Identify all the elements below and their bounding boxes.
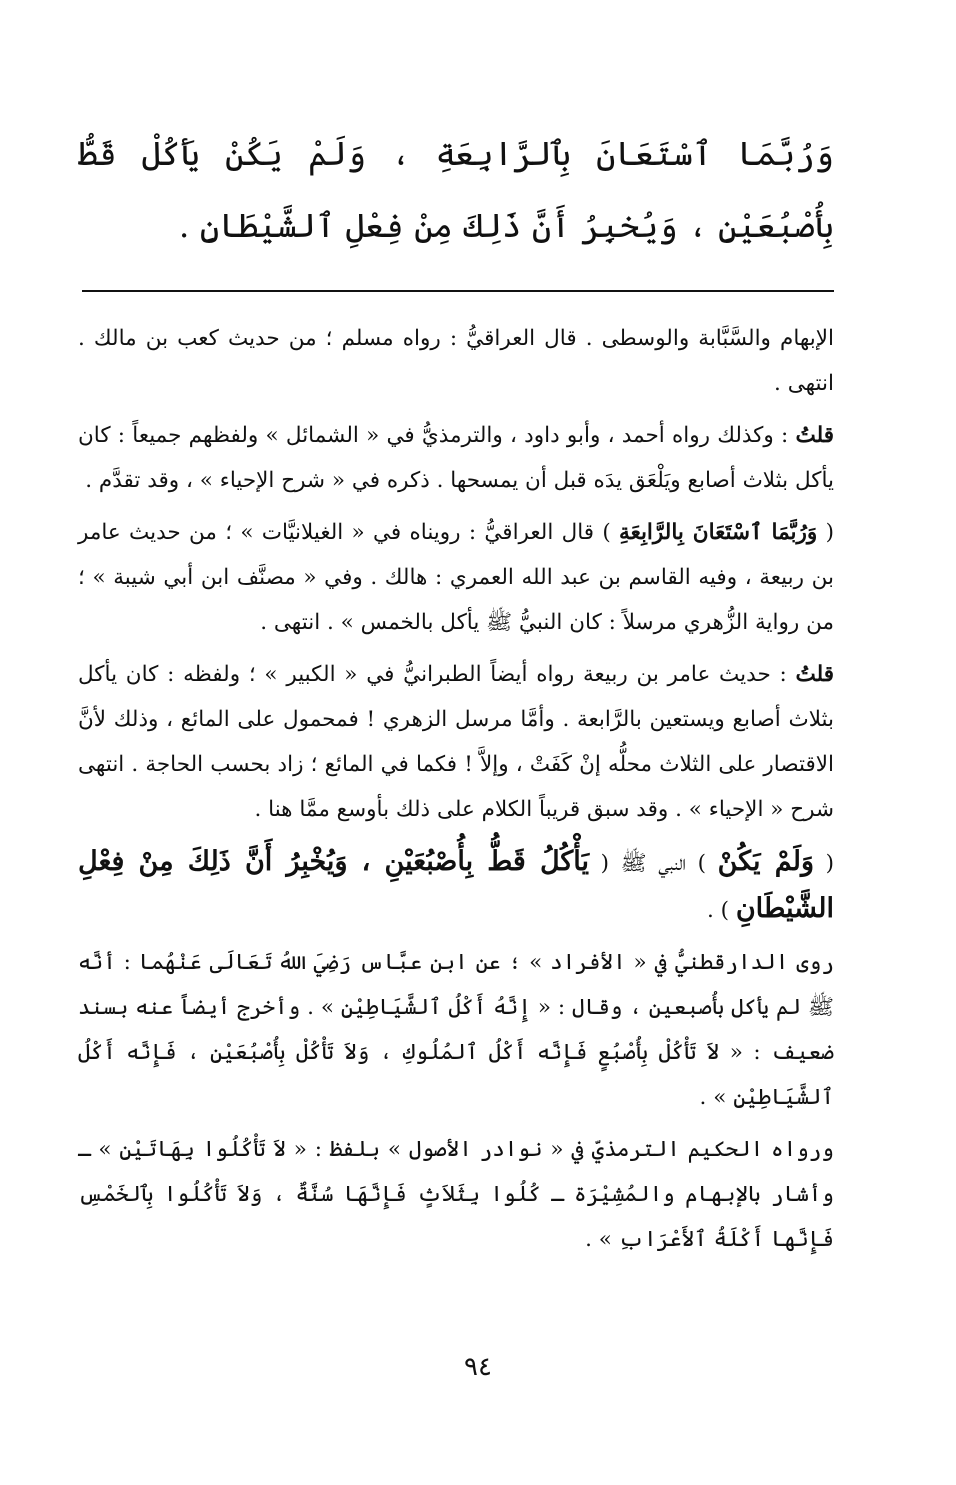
paragraph-text: ) قال العراقيُّ : رويناه في « الغيلانيَّات » ؛ من حديث عامر بن ربيعة ، وفيه القاسم بن عبد الله العمري : هالك . وفي « مصنَّف ابن أبي شيبة » ؛ من رواية الزُّهري مرسلاً : كان النبيُّ ﷺ يأكل بالخمس » . انتهى .	[78, 520, 834, 635]
paragraph-text: ) النبي ﷺ (	[589, 851, 718, 876]
commentary-paragraph-7: ورواه الحكيم الترمذيّ في « نوادر الأصول » بلفظ : « لاَ تَأْكُلُوا بِهَاتَيْنِ » ـ وأشار بالإبهام والمُشِيْرَة ـ كُلُوا بِثَلاَثٍ فَإِنَّهَا سُنَّةٌ ، وَلاَ تَأْكُلُوا بِٱلخَمْسِ فَإِنَّها أَكْلَةُ ٱلأَعْرَابِ » .	[78, 1137, 834, 1252]
page-body	[78, 118, 834, 1266]
commentary	[78, 316, 834, 1262]
commentary-paragraph-3	[78, 510, 834, 645]
commentary-paragraph-1: الإبهام والسَّبَّابة والوسطى . قال العراقيُّ : رواه مسلم ؛ من حديث كعب بن مالك . انتهى .	[78, 326, 834, 396]
commentary-paragraph-6: روى الدارقطنيُّ في « الأفراد » ؛ عن ابن عبَّاس رَضِيَ اللهُ تَعَالَى عَنْهُما : أنَّه ﷺ لم يأكل بأُصبعين ، وقال : « إِنَّهُ أَكْلُ ٱلشَّيَاطِيْنِ » . وأخرج أيضاً عنه بسند ضعيف : « لاَ تَأْكُلْ بِأُصْبُعٍ فَإِنَّه أَكْلُ ٱلمُلُوكِ ، وَلاَ تَأْكُلْ بِأُصْبُعَيْنِ ، فَإِنَّه أَكْلُ ٱلشَّيَاطِيْنِ » .	[78, 950, 834, 1110]
matn-quote: وَلَمْ يَكُنْ	[717, 846, 814, 877]
qultu-lead: قلتُ	[795, 423, 834, 448]
footnote-divider	[82, 290, 834, 292]
matn-quote: وَرُبَّمَا ٱسْتَعَانَ بِالرَّابِعَةِ	[619, 520, 818, 545]
commentary-paragraph-4	[78, 652, 834, 832]
paragraph-text: : وكذلك رواه أحمد ، وأبو داود ، والترمذيُّ في « الشمائل » ولفظهم جميعاً : كان يأكل بثلاث أصابع ويَلْعَق يدَه قبل أن يمسحها . ذكره في « شرح الإحياء » ، وقد تقدَّم .	[78, 423, 834, 493]
open-paren: (	[814, 851, 835, 876]
commentary-paragraph-2	[78, 413, 834, 503]
page-number: ٩٤	[464, 1352, 492, 1382]
paragraph-text: : حديث عامر بن ربيعة رواه أيضاً الطبرانيُّ في « الكبير » ؛ ولفظه : كان يأكل بثلاث أصابع ويستعين بالرَّابعة . وأمَّا مرسل الزهري ! فمحمول على المائع ، وذلك لأنَّ الاقتصار على الثلاث محلُّه إنْ كَفَتْ ، وإلاَّ ! فكما في المائع ؛ زاد بحسب الحاجة . انتهى شرح « الإحياء » . وقد سبق قريباً الكلام على ذلك بأوسع ممَّا هنا .	[78, 662, 834, 822]
main-text: وَرُبَّمَا ٱسْتَعَانَ بِٱلرَّابِعَةِ ، وَلَمْ يَكُنْ يَأكُلْ قَطُّ بِأُصْبُعَيْنِ ، وَيُخبِرُ أَنَّ ذَلِكَ مِنْ فِعْلِ ٱلشَّيْطَانِ .	[78, 134, 834, 245]
close-paren: ) .	[706, 898, 736, 923]
matn-quote: يَأْكُلُ قَطُّ بِأُصْبُعَيْنِ ، وَيُخْبِرُ أَنَّ ذَلِكَ مِنْ فِعْلِ الشَّيْطَانِ	[78, 846, 834, 924]
commentary-paragraph-5	[78, 839, 834, 933]
qultu-lead: قلتُ	[795, 662, 834, 687]
open-paren: (	[817, 520, 834, 545]
